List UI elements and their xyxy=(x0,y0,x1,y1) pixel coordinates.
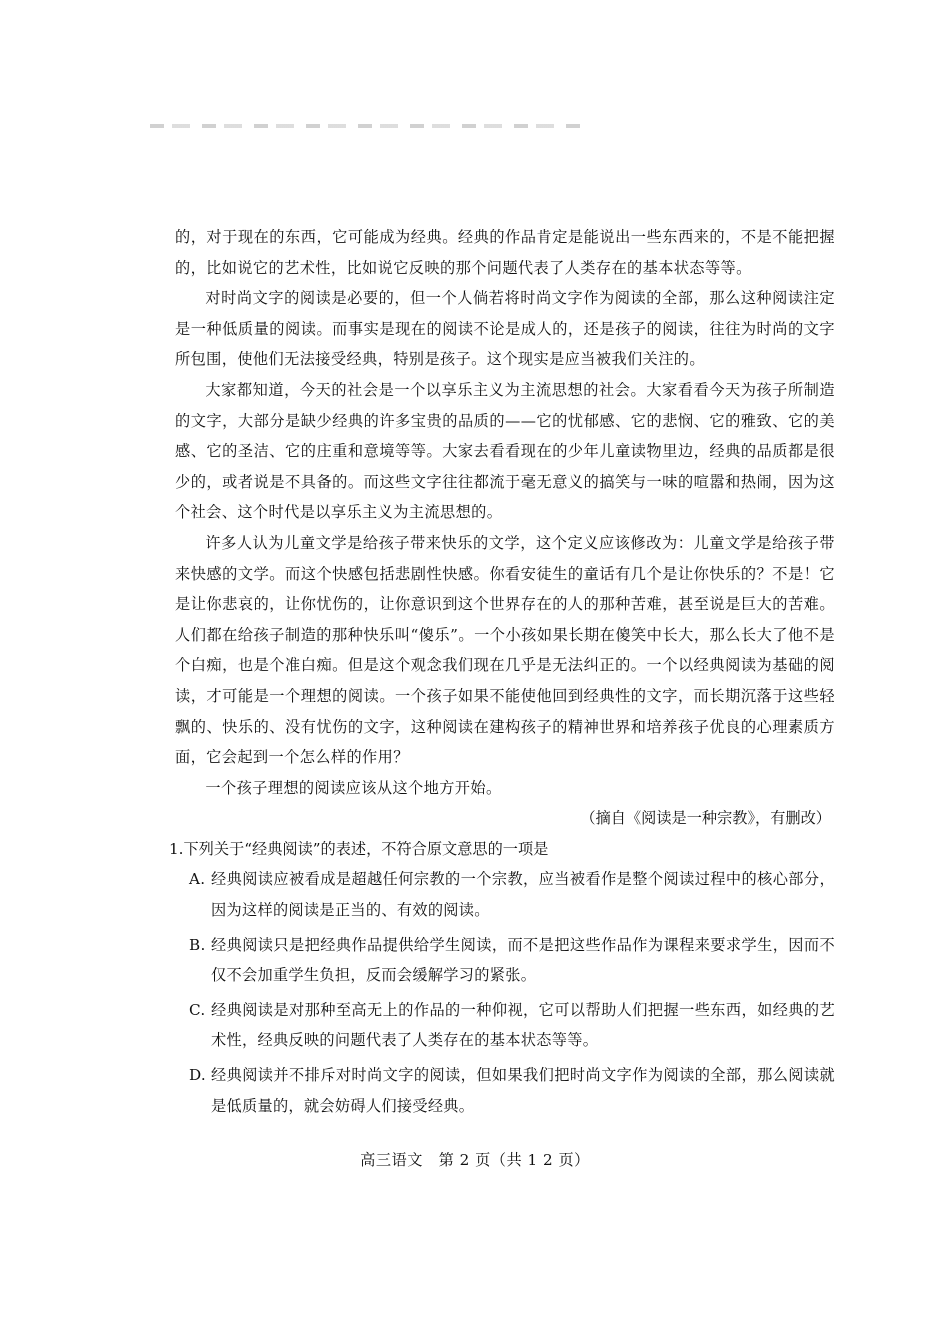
option-text: 经典阅读只是把经典作品提供给学生阅读，而不是把这些作品作为课程来要求学生，因而不仅不会加重学生负担，反而会缓解学习的紧张。 xyxy=(211,935,835,985)
exam-page-content xyxy=(169,222,835,1125)
option-text: 经典阅读应被看成是超越任何宗教的一个宗教，应当被看作是整个阅读过程中的核心部分，因为这样的阅读是正当的、有效的阅读。 xyxy=(211,870,835,920)
option-b xyxy=(175,930,835,991)
page-footer: 高三语文 第 2 页（共 1 2 页） xyxy=(360,1151,590,1169)
option-letter: D. xyxy=(189,1066,207,1085)
passage-paragraph-1: 的，对于现在的东西，它可能成为经典。经典的作品肯定是能说出一些东西来的，不是不能把握的，比如说它的艺术性，比如说它反映的那个问题代表了人类存在的基本状态等等。 xyxy=(175,228,835,277)
option-letter: C. xyxy=(189,1000,206,1019)
passage-paragraph-5: 一个孩子理想的阅读应该从这个地方开始。 xyxy=(205,778,502,797)
option-letter: A. xyxy=(189,870,206,889)
passage-paragraph-2: 对时尚文字的阅读是必要的，但一个人倘若将时尚文字作为阅读的全部，那么这种阅读注定是一种低质量的阅读。而事实是现在的阅读不论是成人的，还是孩子的阅读，往往为时尚的文字所包围，使他们无法接受经典，特别是孩子。这个现实是应当被我们关注的。 xyxy=(175,289,835,369)
option-letter: B. xyxy=(189,935,206,954)
option-d xyxy=(175,1060,835,1121)
passage-source: （摘自《阅读是一种宗教》，有删改） xyxy=(580,809,831,828)
question-1-stem: 1.下列关于“经典阅读”的表述，不符合原文意思的一项是 xyxy=(169,839,549,858)
question-1-options xyxy=(175,864,835,1121)
option-text: 经典阅读并不排斥对时尚文字的阅读，但如果我们把时尚文字作为阅读的全部，那么阅读就是低质量的，就会妨碍人们接受经典。 xyxy=(211,1066,835,1115)
option-c xyxy=(175,995,835,1056)
passage-paragraph-3: 大家都知道，今天的社会是一个以享乐主义为主流思想的社会。大家看看今天为孩子所制造的文字，大部分是缺少经典的许多宝贵的品质的——它的忧郁感、它的悲悯、它的雅致、它的美感、它的圣洁、它的庄重和意境等等。大家去看看现在的少年儿童读物里边，经典的品质都是很少的，或者说是不具备的。而这些文字往往都流于毫无意义的搞笑与一味的喧嚣和热闹，因为这个社会、这个时代是以享乐主义为主流思想的。 xyxy=(175,380,835,522)
passage-paragraph-4: 许多人认为儿童文学是给孩子带来快乐的文学，这个定义应该修改为：儿童文学是给孩子带来快感的文学。而这个快感包括悲剧性快感。你看安徒生的童话有几个是让你快乐的？不是！它是让你悲哀的，让你忧伤的，让你意识到这个世界存在的人的那种苦难，甚至说是巨大的苦难。人们都在给孩子制造的那种快乐叫“傻乐”。一个小孩如果长期在傻笑中长大，那么长大了他不是个白痴，也是个准白痴。但是这个观念我们现在几乎是无法纠正的。一个以经典阅读为基础的阅读，才可能是一个理想的阅读。一个孩子如果不能使他回到经典性的文字，而长期沉落于这些轻飘的、快乐的、没有忧伤的文字，这种阅读在建构孩子的精神世界和培养孩子优良的心理素质方面，它会起到一个怎么样的作用？ xyxy=(175,533,835,767)
option-text: 经典阅读是对那种至高无上的作品的一种仰视，它可以帮助人们把握一些东西，如经典的艺术性，经典反映的问题代表了人类存在的基本状态等等。 xyxy=(211,1000,835,1050)
scan-artifact xyxy=(150,124,580,128)
option-a xyxy=(175,864,835,925)
